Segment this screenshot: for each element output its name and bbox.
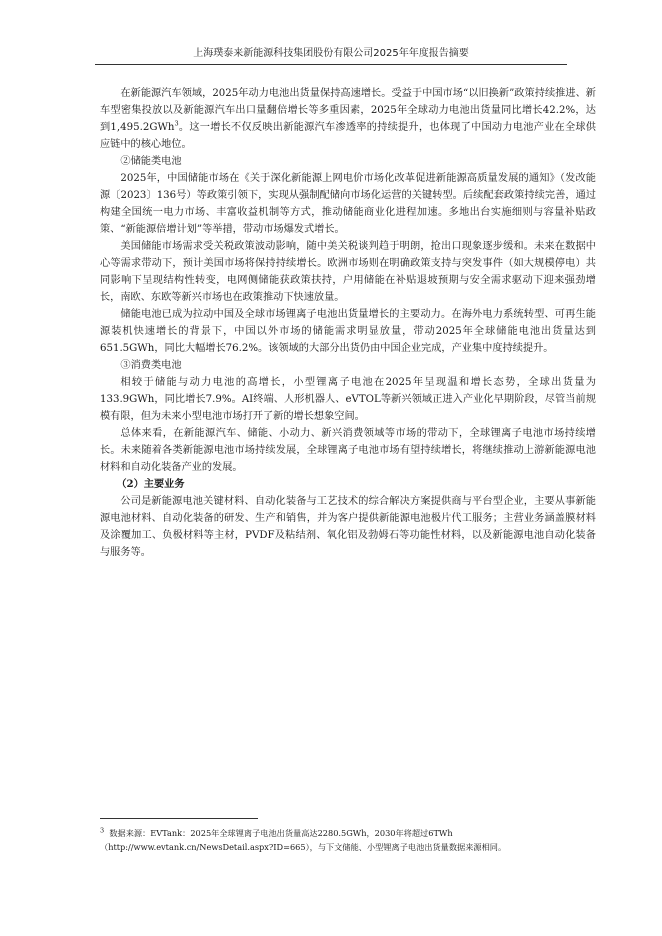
paragraph-consumer-battery: 相较于储能与动力电池的高增长，小型锂离子电池在2025年呈现温和增长态势，全球出货量为133.9GWh，同比增长7.9%。AI终端、人形机器人、eVTOL等新兴领域正进入产业化早期阶段，尽管当前规模有限，但为未来小型电池市场打开了新的增长想象空间。 <box>100 377 596 422</box>
main-text <box>100 85 596 561</box>
paragraph-summary: 总体来看，在新能源汽车、储能、小动力、新兴消费领域等市场的带动下，全球锂离子电池市场持续增长。未来随着各类新能源电池市场持续发展，全球锂离子电池市场有望持续增长，将继续推动上游新能源电池材料和自动化装备产业的发展。 <box>100 428 596 473</box>
section-heading-main-business: （2）主要业务 <box>116 478 185 490</box>
footnote-ref: 3 <box>174 119 179 128</box>
footnote-line-2: （http://www.evtank.cn/NewsDetail.aspx?ID=665），与下文储能、小型锂离子电池出货量数据来源相同。 <box>100 842 507 852</box>
paragraph-text: 在新能源汽车领域，2025年动力电池出货量保持高速增长。受益于中国市场“以旧换新”政策持续推进、新车型密集投放以及新能源汽车出口量翻倍增长等多重因素，2025年全球动力电池出货量同比增长42.2%，达到1,495.2GWh <box>100 88 596 133</box>
paragraph-us-eu-storage: 美国储能市场需求受关税政策波动影响，随中美关税谈判趋于明朗，抢出口现象逐步缓和。未来在数据中心等需求带动下，预计美国市场将保持持续增长。欧洲市场则在明确政策支持与突发事件（如大规模停电）共同影响下呈现结构性转变，电网侧储能获政策扶持，户用储能在补贴退坡预期与安全需求驱动下迎来强劲增长，南欧、东欧等新兴市场也在政策推动下快速放量。 <box>100 241 596 303</box>
paragraph-china-storage: 2025年，中国储能市场在《关于深化新能源上网电价市场化改革促进新能源高质量发展的通知》（发改能源〔2023〕136号）等政策引领下，实现从强制配储向市场化运营的关键转型。后续配套政策持续完善，通过构建全国统一电力市场、丰富收益机制等方式，推动储能商业化进程加速。多地出台实施细则与容量补贴政策、“新能源倍增计划”等举措，带动市场爆发式增长。 <box>100 173 596 235</box>
footnote-text: 数据来源：EVTank：2025年全球锂离子电池出货量高达2280.5GWh，2030年将超过6TWh <box>109 828 453 838</box>
footnote <box>100 826 596 854</box>
footnote-marker: 3 <box>100 826 105 835</box>
subheading-consumer: ③消费类电池 <box>120 360 182 371</box>
subheading-storage: ②储能类电池 <box>120 156 182 167</box>
footnote-line <box>100 826 596 840</box>
header-divider <box>95 64 567 65</box>
footnote-divider <box>100 818 258 819</box>
paragraph-ev-battery <box>100 85 596 153</box>
paragraph-storage-shipments: 储能电池已成为拉动中国及全球市场锂离子电池出货量增长的主要动力。在海外电力系统转型、可再生能源装机快速增长的背景下，中国以外市场的储能需求明显放量，带动2025年全球储能电池出货量达到651.5GWh，同比大幅增长76.2%。该领域的大部分出货仍由中国企业完成，产业集中度持续提升。 <box>100 309 596 354</box>
page-header: 上海璞泰来新能源科技集团股份有限公司2025年年度报告摘要 <box>193 48 469 59</box>
paragraph-main-business: 公司是新能源电池关键材料、自动化装备与工艺技术的综合解决方案提供商与平台型企业，主要从事新能源电池材料、自动化装备的研发、生产和销售，并为客户提供新能源电池极片代工服务；主营业务涵盖膜材料及涂覆加工、负极材料等主材，PVDF及粘结剂、氧化铝及勃姆石等功能性材料，以及新能源电池自动化装备与服务等。 <box>100 496 596 558</box>
paragraph-text: 。这一增长不仅反映出新能源汽车渗透率的持续提升，也体现了中国动力电池产业在全球供应链中的核心地位。 <box>100 122 596 150</box>
